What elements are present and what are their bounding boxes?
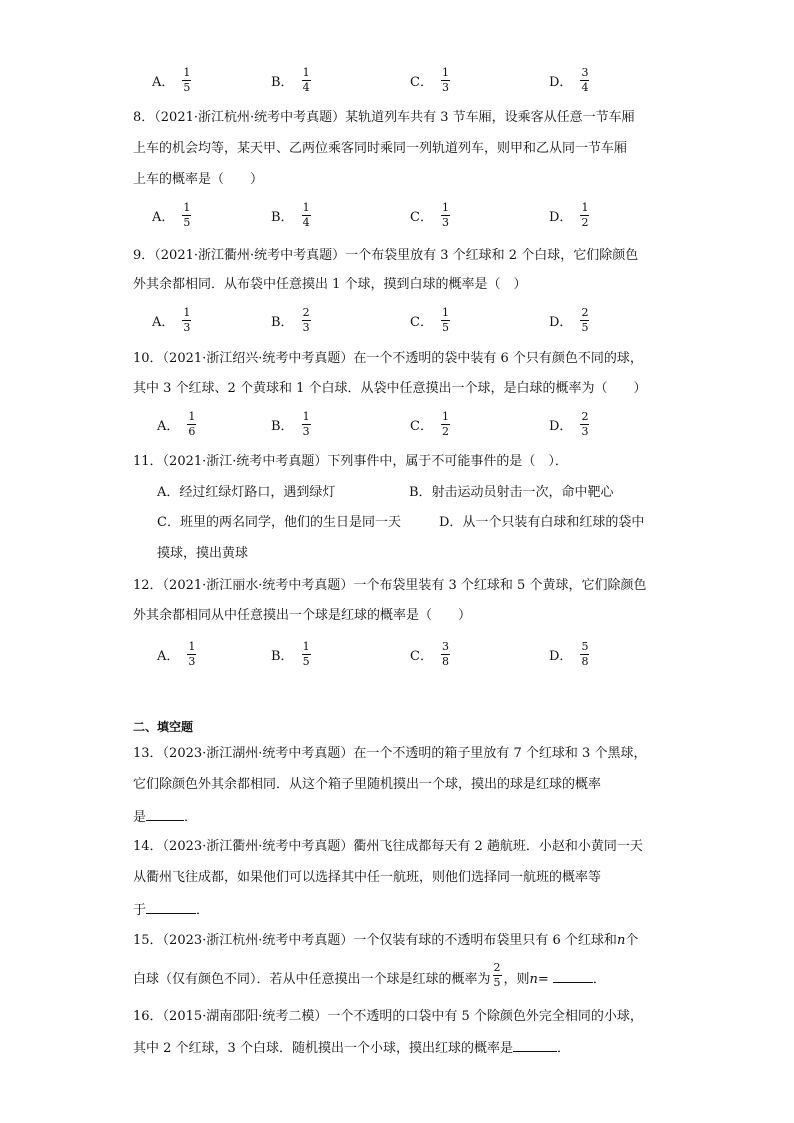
fraction: $\frac{2}{3}$ [302,305,310,334]
q14-line-1: 14．（2023·浙江衢州·统考中考真题）衢州飞往成都每天有 2 趟航班．小赵和小黄同一天 [133,839,643,854]
fraction: $\frac{2}{5}$ [581,305,589,334]
q7-option-d [549,62,589,98]
q10-line-1: 10．（2021·浙江绍兴·统考中考真题）在一个不透明的袋中装有 6 个只有颜色不同的球， [133,351,643,366]
option-letter: C． [410,74,433,90]
option-letter: B． [271,74,294,90]
q15-line-2: 白球（仅有颜色不同）．若从中任意摸出一个球是红球的概率为 $\frac{2}{5}$ ，则n= ． [133,961,606,989]
q7-option-a [152,62,191,98]
option-letter: C． [410,418,433,434]
q8-line-2: 上车的机会均等，某天甲、乙两位乘客同时乘同一列轨道列车，则甲和乙从同一节车厢 [133,141,628,156]
fraction: $\frac{3}{8}$ [441,639,449,668]
fraction: $\frac{1}{3}$ [183,305,191,334]
fraction: $\frac{1}{4}$ [302,200,310,229]
answer-blank[interactable] [553,968,593,983]
q12-option-a [157,636,196,672]
q13-line-3: 是 ． [133,806,197,828]
fraction: $\frac{1}{3}$ [441,65,449,94]
fraction: $\frac{1}{3}$ [302,409,310,438]
q12-options [0,636,794,672]
fraction: $\frac{1}{6}$ [188,409,196,438]
q10-option-c [410,406,450,442]
q8-option-a [152,197,191,233]
fraction: $\frac{1}{3}$ [188,639,196,668]
q7-option-c [410,62,450,98]
option-letter: D． [549,209,573,225]
q8-line-1: 8．（2021·浙江杭州·统考中考真题）某轨道列车共有 3 节车厢，设乘客从任意一节车厢 [133,110,635,125]
fraction: $\frac{1}{5}$ [302,639,310,668]
fraction: $\frac{5}{8}$ [581,639,589,668]
q9-option-a [152,302,191,338]
fraction: $\frac{1}{3}$ [441,200,449,229]
q14-line-2: 从衢州飞往成都，如果他们可以选择其中任一航班，则他们选择同一航班的概率等 [133,870,602,885]
fraction: $\frac{2}{3}$ [581,409,589,438]
fraction: $\frac{3}{4}$ [581,65,589,94]
q8-option-c [410,197,450,233]
option-letter: C． [410,648,433,664]
option-letter: A． [152,74,175,90]
q11-option-a: A．经过红绿灯路口，遇到绿灯 [157,485,336,500]
option-letter: C． [410,209,433,225]
q8-line-3: 上车的概率是（ ） [133,172,264,187]
option-letter: B． [271,314,294,330]
q10-option-a [157,406,196,442]
q12-option-c [410,636,450,672]
option-letter: D． [549,648,573,664]
q16-line-2: 其中 2 个红球，3 个白球．随机摸出一个小球，摸出红球的概率是 ． [133,1037,570,1059]
option-letter: D． [549,314,573,330]
fraction: $\frac{1}{2}$ [581,200,589,229]
option-letter: B． [271,209,294,225]
q12-line-2: 外其余都相同从中任意摸出一个球是红球的概率是（ ） [133,608,472,623]
section-heading: 二、填空题 [133,720,194,734]
q11-option-b: B．射击运动员射击一次，命中靶心 [409,485,614,500]
option-letter: D． [549,74,573,90]
fraction: $\frac{1}{5}$ [183,200,191,229]
answer-blank[interactable] [513,1037,557,1052]
q9-line-1: 9．（2021·浙江衢州·统考中考真题）一个布袋里放有 3 个红球和 2 个白球，它们除颜色 [133,248,639,263]
q8-options [0,197,794,233]
option-letter: A． [152,314,175,330]
q9-option-d [549,302,589,338]
answer-blank[interactable] [146,806,184,821]
q13-line-2: 它们除颜色外其余都相同．从这个箱子里随机摸出一个球，摸出的球是红球的概率 [133,777,602,792]
option-letter: D． [549,418,573,434]
q13-line-1: 13．（2023·浙江湖州·统考中考真题）在一个不透明的箱子里放有 7 个红球和 3 个黑球， [133,746,647,761]
q12-line-1: 12．（2021·浙江丽水·统考中考真题）一个布袋里装有 3 个红球和 5 个黄球，它们除颜色 [133,578,647,593]
fraction: $\frac{1}{4}$ [302,65,310,94]
q7-option-b [271,62,311,98]
option-letter: A． [157,648,180,664]
option-letter: A． [157,418,180,434]
q9-line-2: 外其余都相同．从布袋中任意摸出 1 个球，摸到白球的概率是（ ） [133,277,527,292]
q10-option-b [271,406,311,442]
q16-line-1: 16．（2015·湖南邵阳·统考二模）一个不透明的口袋中有 5 个除颜色外完全相同的小球， [133,1009,643,1024]
q7-options [0,62,794,98]
answer-blank[interactable] [146,899,196,914]
q9-option-b [271,302,311,338]
q8-option-b [271,197,311,233]
q9-options [0,302,794,338]
q11-option-c: C．班里的两名同学，他们的生日是同一天 [157,515,401,530]
fraction: $\frac{1}{5}$ [441,305,449,334]
option-letter: B． [271,418,294,434]
q15-line-1: 15．（2023·浙江杭州·统考中考真题）一个仅装有球的不透明布袋里只有 6 个红球和n个 [133,933,639,948]
q14-line-3: 于 ． [133,899,209,921]
fraction: $\frac{1}{5}$ [183,65,191,94]
fraction: $\frac{1}{2}$ [441,409,449,438]
option-letter: C． [410,314,433,330]
q10-line-2: 其中 3 个红球、2 个黄球和 1 个白球．从袋中任意摸出一个球，是白球的概率为（ ） [133,381,647,396]
fraction: $\frac{2}{5}$ [493,961,501,989]
option-letter: A． [152,209,175,225]
q11-stem: 11．（2021·浙江·统考中考真题）下列事件中，属于不可能事件的是（ ）． [133,454,568,469]
q11-option-d: D．从一个只装有白球和红球的袋中 [439,515,645,530]
q10-options [0,406,794,442]
q12-option-b [271,636,311,672]
q9-option-c [410,302,450,338]
q8-option-d [549,197,589,233]
option-letter: B． [271,648,294,664]
q10-option-d [549,406,589,442]
q12-option-d [549,636,589,672]
q11-option-d-cont: 摸球，摸出黄球 [157,546,249,561]
